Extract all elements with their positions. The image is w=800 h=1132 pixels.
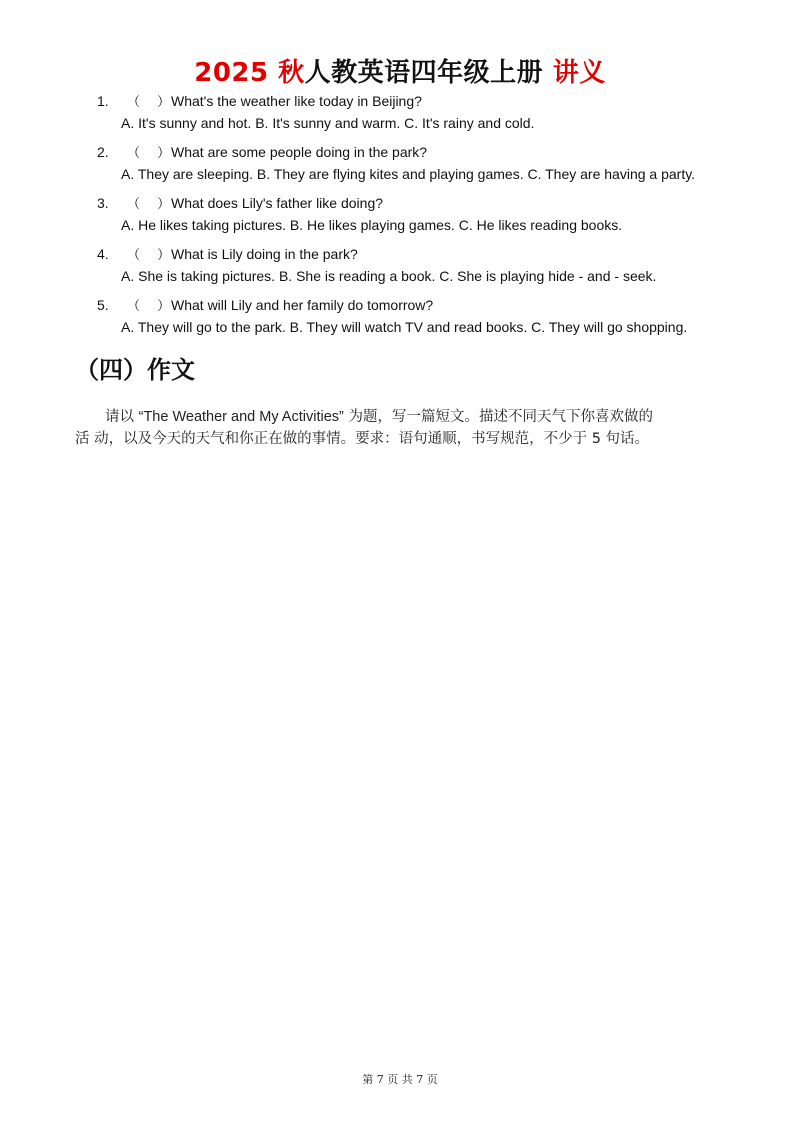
question-number: 2. — [97, 144, 109, 160]
essay-line2: 活 动，以及今天的天气和你正在做的事情。要求：语句通顺，书写规范，不少于 5 句话。 — [75, 431, 650, 447]
answer-blank: （ ） — [127, 299, 171, 314]
question-number: 4. — [97, 246, 109, 262]
question-list — [97, 91, 757, 346]
question-text: What does Lily's father like doing? — [171, 195, 384, 211]
question-text: What's the weather like today in Beijing? — [171, 93, 422, 109]
question-number: 5. — [97, 297, 109, 313]
section-heading-essay: （四）作文 — [75, 356, 195, 384]
question-item — [97, 193, 757, 236]
answer-blank: （ ） — [127, 248, 171, 263]
answer-blank: （ ） — [127, 146, 171, 161]
page-footer: 第 7 页 共 7 页 — [362, 1073, 438, 1086]
answer-blank: （ ） — [127, 197, 171, 212]
question-options: A. She is taking pictures. B. She is reading a book. C. She is playing hide - and - seek. — [121, 268, 657, 284]
question-options: A. They are sleeping. B. They are flying kites and playing games. C. They are having a party. — [121, 166, 696, 182]
essay-topic: “The Weather and My Activities” — [138, 409, 344, 425]
title-handout: 讲义 — [552, 58, 606, 88]
essay-prompt — [75, 406, 725, 450]
question-options: A. He likes taking pictures. B. He likes playing games. C. He likes reading books. — [121, 217, 623, 233]
question-item — [97, 91, 757, 134]
question-number: 1. — [97, 93, 109, 109]
answer-blank: （ ） — [127, 95, 171, 110]
question-options: A. It's sunny and hot. B. It's sunny and warm. C. It's rainy and cold. — [121, 115, 535, 131]
question-text: What is Lily doing in the park? — [171, 246, 358, 262]
question-item — [97, 142, 757, 185]
question-text: What are some people doing in the park? — [171, 144, 428, 160]
question-item — [97, 295, 757, 338]
essay-line1: 为题，写一篇短文。描述不同天气下你喜欢做的 — [348, 409, 653, 425]
question-item — [97, 244, 757, 287]
question-text: What will Lily and her family do tomorrow? — [171, 297, 434, 313]
question-number: 3. — [97, 195, 109, 211]
page-title — [0, 52, 800, 89]
title-course: 人教英语四年级上册 — [304, 58, 544, 88]
title-year: 2025 秋 — [194, 58, 305, 88]
essay-prefix: 请以 — [105, 409, 134, 425]
question-options: A. They will go to the park. B. They will watch TV and read books. C. They will go shopping. — [121, 319, 688, 335]
